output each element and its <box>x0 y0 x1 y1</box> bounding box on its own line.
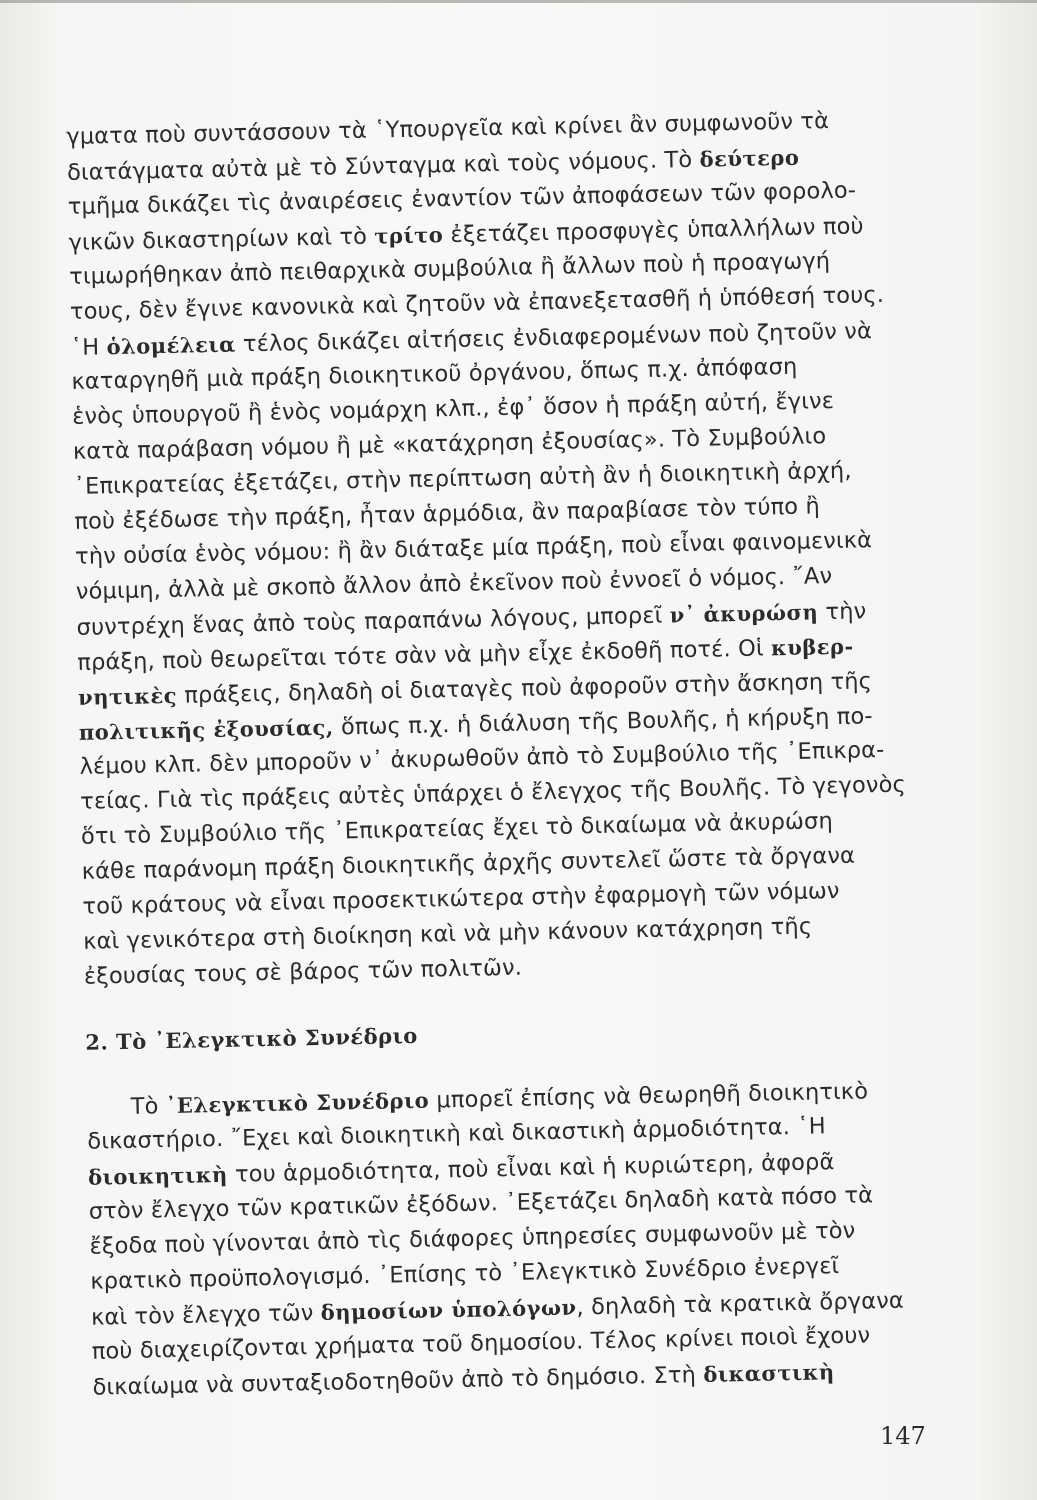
text-run: τὴν <box>817 598 867 626</box>
text-run: γικῶν δικαστηρίων καὶ τὸ <box>68 223 375 256</box>
text-run: δικαστήριο. ῎Εχει καὶ διοικητικὴ καὶ δικαστικὴ ἁρμοδιότητα. ῾Η <box>87 1113 827 1155</box>
page-edge-shadow <box>0 0 1037 3</box>
text-run: στὸν ἔλεγχο τῶν κρατικῶν ἐξόδων. ᾿Εξετάζει δηλαδὴ κατὰ πόσο τὰ <box>88 1182 874 1225</box>
text-run: ᾿Επικρατείας ἐξετάζει, στὴν περίπτωση αὐτὴ ἂν ἡ διοικητικὴ ἀρχή, <box>73 457 852 500</box>
text-run: ἐξετάζει προσφυγὲς ὑπαλλήλων ποὺ <box>442 213 864 249</box>
text-run: κάθε παράνομη πράξη διοικητικῆς ἀρχῆς συντελεῖ ὥστε τὰ ὄργανα <box>81 842 856 885</box>
text-run: τείας. Γιὰ τὶς πράξεις αὐτὲς ὑπάρχει ὁ ἔλεγχος τῆς Βουλῆς. Τὸ γεγονὸς <box>80 771 907 815</box>
bold-term: κυβερ- <box>770 633 854 661</box>
text-run: ποὺ διαχειρίζονται χρήματα τοῦ δημοσίου. Τέλος κρίνει ποιοὶ ἔχουν <box>91 1322 871 1365</box>
text-run: ῾Η <box>70 334 107 361</box>
text-run: τοῦ κράτους νὰ εἶναι προσεκτικώτερα στὴν ἐφαρμογὴ τῶν νόμων <box>82 877 840 920</box>
text-run: ἐξουσίας τους σὲ βάρος τῶν πολιτῶν. <box>83 954 523 990</box>
paragraph-council-of-state <box>66 102 962 995</box>
bold-term: δικαστικὴ <box>703 1359 835 1387</box>
text-run: τέλος δικάζει αἰτήσεις ἐνδιαφερομένων ποὺ ζητοῦν νὰ <box>235 318 873 358</box>
text-run: τιμωρήθηκαν ἀπὸ πειθαρχικὰ συμβούλια ἢ ἄλλων ποὺ ἡ προαγωγή <box>69 248 831 290</box>
bold-term: δεύτερο <box>699 144 800 172</box>
bold-term: τρίτο <box>374 222 444 249</box>
text-run: πράξη, ποὺ θεωρεῖται τότε σὰν νὰ μὴν εἶχε ἐκδοθῆ ποτέ. Οἱ <box>77 635 772 676</box>
text-run: του ἁρμοδιότητα, ποὺ εἶναι καὶ ἡ κυριώτερη, ἀφορᾶ <box>227 1149 835 1188</box>
bold-term: ν᾿ ἀκυρώση <box>669 599 819 628</box>
text-run: συντρέχη ἕνας ἀπὸ τοὺς παραπάνω λόγους, μπορεῖ <box>76 602 670 641</box>
text-run: κρατικὸ προϋπολογισμό. ᾿Επίσης τὸ ᾿Ελεγκτικὸ Συνέδριο ἐνεργεῖ <box>90 1253 840 1295</box>
text-run: καταργηθῆ μιὰ πράξη διοικητικοῦ ὀργάνου, ὅπως π.χ. ἀπόφαση <box>71 353 798 395</box>
bold-term: ὁλομέλεια <box>106 331 236 360</box>
text-run: καὶ τὸν ἔλεγχο τῶν <box>90 1299 322 1331</box>
bold-term: νητικὲς <box>77 682 178 710</box>
text-run: τους, δὲν ἔγινε κανονικὰ καὶ ζητοῦν νὰ ἐπανεξετασθῆ ἡ ὑπόθεσή τους. <box>69 281 885 325</box>
text-run: ἔξοδα ποὺ γίνονται ἀπὸ τὶς διάφορες ὑπηρεσίες συμφωνοῦν μὲ τὸν <box>89 1217 856 1260</box>
text-run: λέμου κλπ. δὲν μποροῦν ν᾿ ἀκυρωθοῦν ἀπὸ τὸ Συμβούλιο τῆς ᾿Επικρα- <box>79 737 885 780</box>
text-run: κατὰ παράβαση νόμου ἢ μὲ «κατάχρηση ἐξουσίας». Τὸ Συμβούλιο <box>72 423 827 465</box>
text-run: ἑνὸς ὑπουργοῦ ἢ ἑνὸς νομάρχη κλπ., ἐφ᾿ ὅσον ἡ πράξη αὐτή, ἔγινε <box>71 387 835 430</box>
text-run: ὅτι τὸ Συμβούλιο τῆς ᾿Επικρατείας ἔχει τὸ δικαίωμα νὰ ἀκυρώση <box>80 808 834 850</box>
body-text <box>66 102 971 1405</box>
bold-term: δημοσίων ὑπολόγων <box>320 1294 577 1325</box>
page-number: 147 <box>880 1422 926 1450</box>
text-run: πράξεις, δηλαδὴ οἱ διαταγὲς ποὺ ἀφοροῦν στὴν ἄσκηση τῆς <box>176 668 873 709</box>
text-run: ὅπως π.χ. ἡ διάλυση τῆς Βουλῆς, ἡ κήρυξη πο- <box>333 703 873 741</box>
text-run: , δηλαδὴ τὰ κρατικὰ ὄργανα <box>576 1287 905 1321</box>
bold-term: πολιτικῆς ἐξουσίας, <box>78 714 334 745</box>
section-heading: 2. Τὸ ᾿Ελεγκτικὸ Συνέδριο <box>85 1022 419 1055</box>
text-run: ποὺ ἐξέδωσε τὴν πράξη, ἦταν ἁρμόδια, ἂν παραβίασε τὸν τύπο ἢ <box>74 493 821 535</box>
text-run: διατάγματα αὐτὰ μὲ τὸ Σύνταγμα καὶ τοὺς νόμους. Τὸ <box>66 146 700 186</box>
bold-term: ᾿Ελεγκτικὸ Συνέδριο <box>165 1087 430 1119</box>
text-run: γματα ποὺ συντάσσουν τὰ ῾Υπουργεῖα καὶ κρίνει ἂν συμφωνοῦν τὰ <box>66 108 830 150</box>
text-run: μπορεῖ ἐπίσης νὰ θεωρηθῆ διοικητικὸ <box>428 1078 869 1114</box>
text-run: Τὸ <box>130 1093 167 1120</box>
paragraph-court-of-audit <box>86 1071 970 1404</box>
text-run: δικαίωμα νὰ συνταξιοδοτηθοῦν ἀπὸ τὸ δημόσιο. Στὴ <box>92 1361 704 1401</box>
text-run: τὴν οὐσία ἑνὸς νόμου: ἢ ἂν διάταξε μία πράξη, ποὺ εἶναι φαινομενικὰ <box>74 527 873 570</box>
text-run: τμῆμα δικάζει τὶς ἀναιρέσεις ἐναντίον τῶν ἀποφάσεων τῶν φορολο- <box>67 177 857 220</box>
bold-term: διοικητικὴ <box>87 1161 229 1190</box>
text-run: νόμιμη, ἀλλὰ μὲ σκοπὸ ἄλλον ἀπὸ ἐκεῖνον ποὺ ἐννοεῖ ὁ νόμος. ῎Αν <box>75 563 833 605</box>
text-run: καὶ γενικότερα στὴ διοίκηση καὶ νὰ μὴν κάνουν κατάχρηση τῆς <box>82 913 813 955</box>
